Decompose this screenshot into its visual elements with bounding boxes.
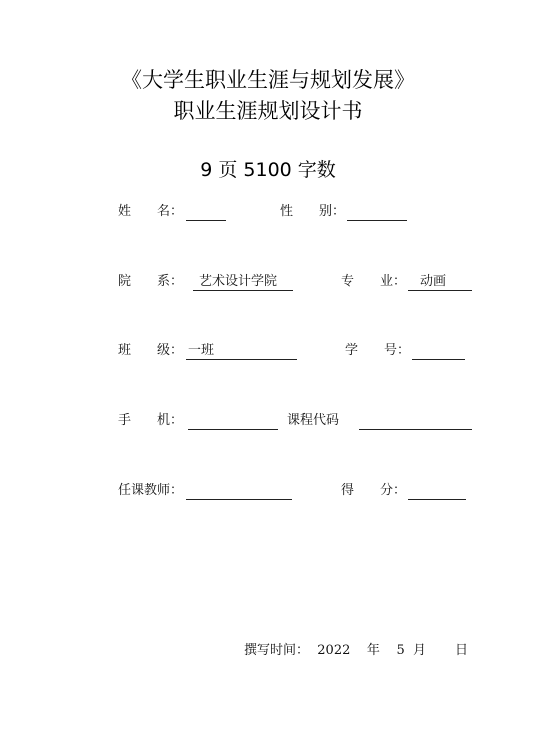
gender-input[interactable]: [347, 203, 407, 221]
date-day-unit: 日: [454, 643, 468, 658]
date-label: 撰写时间：: [244, 643, 310, 658]
college-input[interactable]: [193, 273, 293, 291]
score-input[interactable]: [408, 482, 466, 500]
name-field: [118, 203, 238, 221]
class-input[interactable]: [186, 342, 297, 360]
student-id-label: 学 号：: [345, 343, 411, 358]
major-input[interactable]: [408, 273, 472, 291]
page-word-count: 9 页 5100 字数: [200, 159, 336, 181]
phone-label: 手 机：: [118, 413, 184, 428]
student-id-input[interactable]: [412, 342, 465, 360]
college-value: 艺术设计学院: [199, 274, 278, 289]
class-label: 班 级：: [118, 343, 184, 358]
class-field: [118, 342, 308, 360]
teacher-label: 任课教师：: [118, 483, 184, 498]
teacher-input[interactable]: [186, 482, 292, 500]
document-title: 《大学生职业生涯与规划发展》: [121, 68, 415, 92]
student-id-field: [345, 342, 475, 360]
score-label: 得 分：: [341, 483, 407, 498]
course-code-label: 课程代码: [287, 413, 340, 428]
major-field: [341, 273, 481, 291]
course-code-field: [287, 412, 477, 430]
class-value: 一班: [188, 343, 215, 358]
date-month: 5: [396, 643, 405, 658]
date-year-unit: 年: [366, 643, 380, 658]
date-year: 2022: [317, 643, 351, 658]
phone-input[interactable]: [188, 412, 278, 430]
teacher-field: [118, 482, 298, 500]
phone-field: [118, 412, 283, 430]
date-month-unit: 月: [413, 643, 427, 658]
college-label: 院 系：: [118, 274, 184, 289]
name-label: 姓 名：: [118, 204, 184, 219]
gender-field: [280, 203, 420, 221]
college-field: [118, 273, 308, 291]
score-field: [341, 482, 476, 500]
major-value: 动画: [420, 274, 447, 289]
gender-label: 性 别：: [280, 204, 346, 219]
document-subtitle-title: 职业生涯规划设计书: [173, 99, 363, 123]
name-input[interactable]: [186, 203, 226, 221]
writing-date: [244, 639, 468, 658]
major-label: 专 业：: [341, 274, 407, 289]
course-code-input[interactable]: [359, 412, 472, 430]
